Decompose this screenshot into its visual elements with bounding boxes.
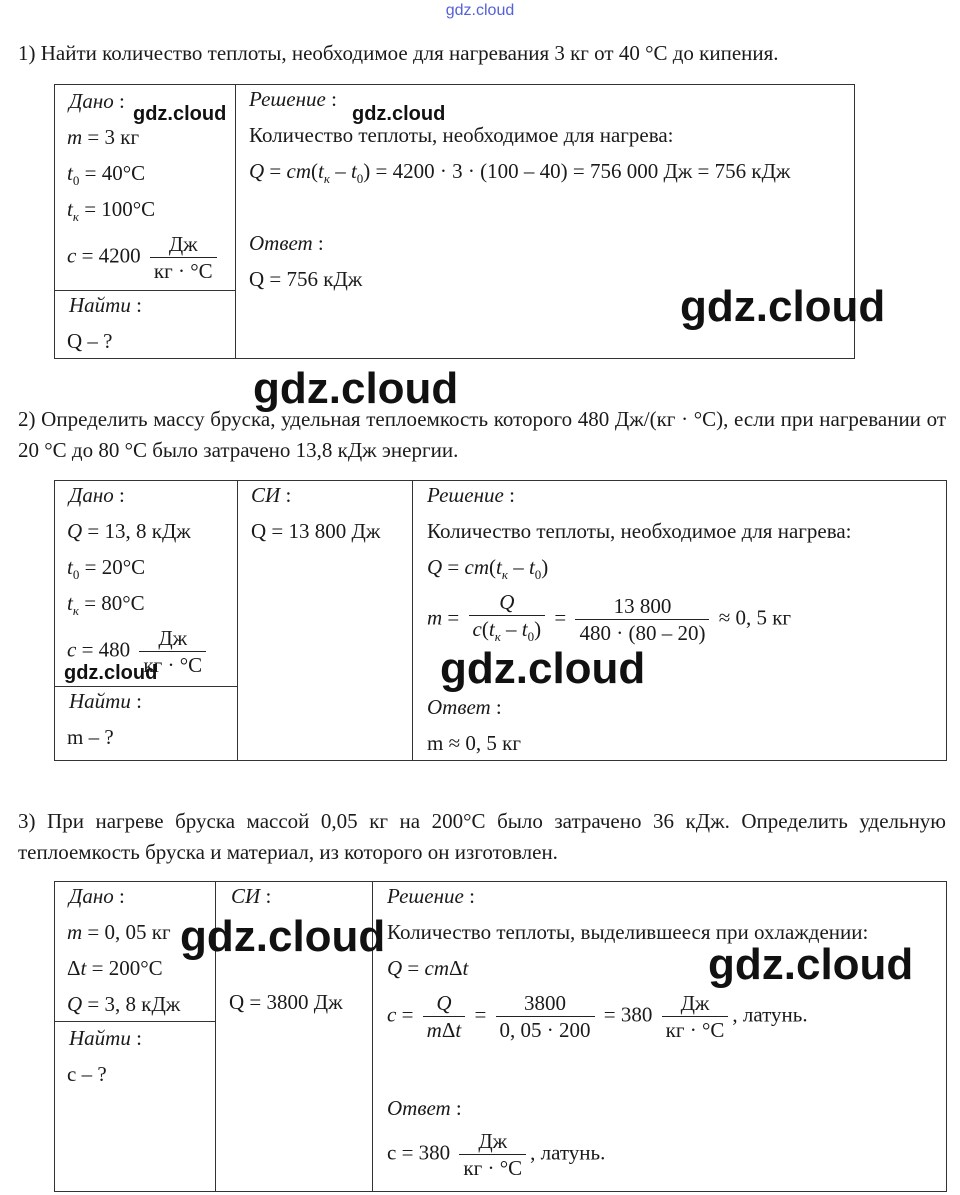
answer: m ≈ 0, 5 кг [427, 731, 521, 755]
naiti-label: Найти : [69, 293, 142, 317]
solution-c-formula: c = $\frac{Q}{\text{mΔt}}$ = $\frac{3800}{0, 05 \cdot 200}$ = 380 $\frac{Дж}{кг \cdot ^\circ С}$ , латунь. [387, 991, 808, 1042]
watermark: gdz.cloud [440, 644, 646, 693]
find-value: c – ? [67, 1062, 107, 1086]
solution-intro: Количество теплоты, необходимое для нагрева: [427, 519, 852, 543]
dano-label: Дано : [69, 884, 125, 908]
reshenie-label: Решение : [387, 884, 475, 908]
problem-2-table [54, 480, 947, 761]
given-t0: $t_0 = 40^\circ С$ [67, 161, 146, 189]
otvet-label: Ответ : [387, 1096, 462, 1120]
find-value: Q – ? [67, 329, 113, 353]
problem-2-statement: 2) Определить массу бруска, удельная теплоемкость которого 480 Дж/(кг · °С), если при нагревании от 20 °С до 80 °С было затрачено 13,8 кДж энергии. [18, 407, 946, 462]
watermark: gdz.cloud [352, 103, 446, 125]
solution-formula: Q = cmΔt [387, 956, 469, 980]
watermark: gdz.cloud [133, 103, 227, 125]
naiti-label: Найти : [69, 1026, 142, 1050]
find-value: m – ? [67, 725, 114, 749]
watermark: gdz.cloud [253, 364, 459, 413]
given-c: c = 4200 $\frac{Дж}{кг \cdot ^\circ С}$ [67, 231, 221, 284]
watermark: gdz.cloud [680, 282, 886, 331]
given-m: m = 3 кг [67, 125, 140, 149]
given-tk: $t_к = 80^\circ С$ [67, 591, 145, 619]
naiti-label: Найти : [69, 689, 142, 713]
given-tk: $t_к = 100^\circ С$ [67, 197, 156, 225]
dano-label: Дано : [69, 483, 125, 507]
reshenie-label: Решение : [249, 87, 337, 111]
watermark: gdz.cloud [64, 662, 158, 684]
solution-formula: $Q = cm(t_к - t_0)$ [427, 555, 549, 583]
solution-formula: $Q = cm(t_к - t_0) = 4200 \cdot 3 \cdot (100 - 40) = 756$ 000 Дж = 756 кДж [249, 159, 791, 187]
problem-1-statement: 1) Найти количество теплоты, необходимое для нагревания 3 кг от 40 °С до кипения. [18, 41, 779, 65]
given-t0: $t_0 = 20^\circ С$ [67, 555, 146, 583]
watermark: gdz.cloud [180, 912, 386, 961]
problem-3-statement: 3) При нагреве бруска массой 0,05 кг на 200°С было затрачено 36 кДж. Определить удельную теплоемкость бруска и материал, из которого он изготовлен. [18, 809, 946, 864]
answer: c = 380 $\frac{Дж}{кг \cdot ^\circ С}$ , латунь. [387, 1129, 606, 1180]
header-watermark: gdz.cloud [445, 2, 515, 19]
given-dt: Δt = 200°С [67, 956, 163, 980]
watermark: gdz.cloud [708, 940, 914, 989]
si-value: Q = 3800 Дж [229, 990, 343, 1014]
otvet-label: Ответ : [249, 231, 324, 255]
given-q: Q = 3, 8 кДж [67, 992, 181, 1016]
si-label: СИ : [231, 884, 272, 908]
si-label: СИ : [251, 483, 292, 507]
otvet-label: Ответ : [427, 695, 502, 719]
si-value: Q = 13 800 Дж [251, 519, 381, 543]
given-m: m = 0, 05 кг [67, 920, 171, 944]
dano-label: Дано : [69, 89, 125, 113]
given-q: Q = 13, 8 кДж [67, 519, 191, 543]
solution-intro: Количество теплоты, выделившееся при охлаждении: [387, 920, 869, 944]
given-c: c = 480 $\frac{Дж}{кг \cdot ^\circ С}$ [67, 625, 210, 678]
solution-intro: Количество теплоты, необходимое для нагрева: [249, 123, 674, 147]
answer: Q = 756 кДж [249, 267, 363, 291]
solution-mass-formula: m = $\frac{Q}{c(t_к - t_0)}$ = $\frac{13 800}{480 \cdot (80 - 20)}$ ≈ 0, 5 кг [427, 590, 792, 646]
reshenie-label: Решение : [427, 483, 515, 507]
